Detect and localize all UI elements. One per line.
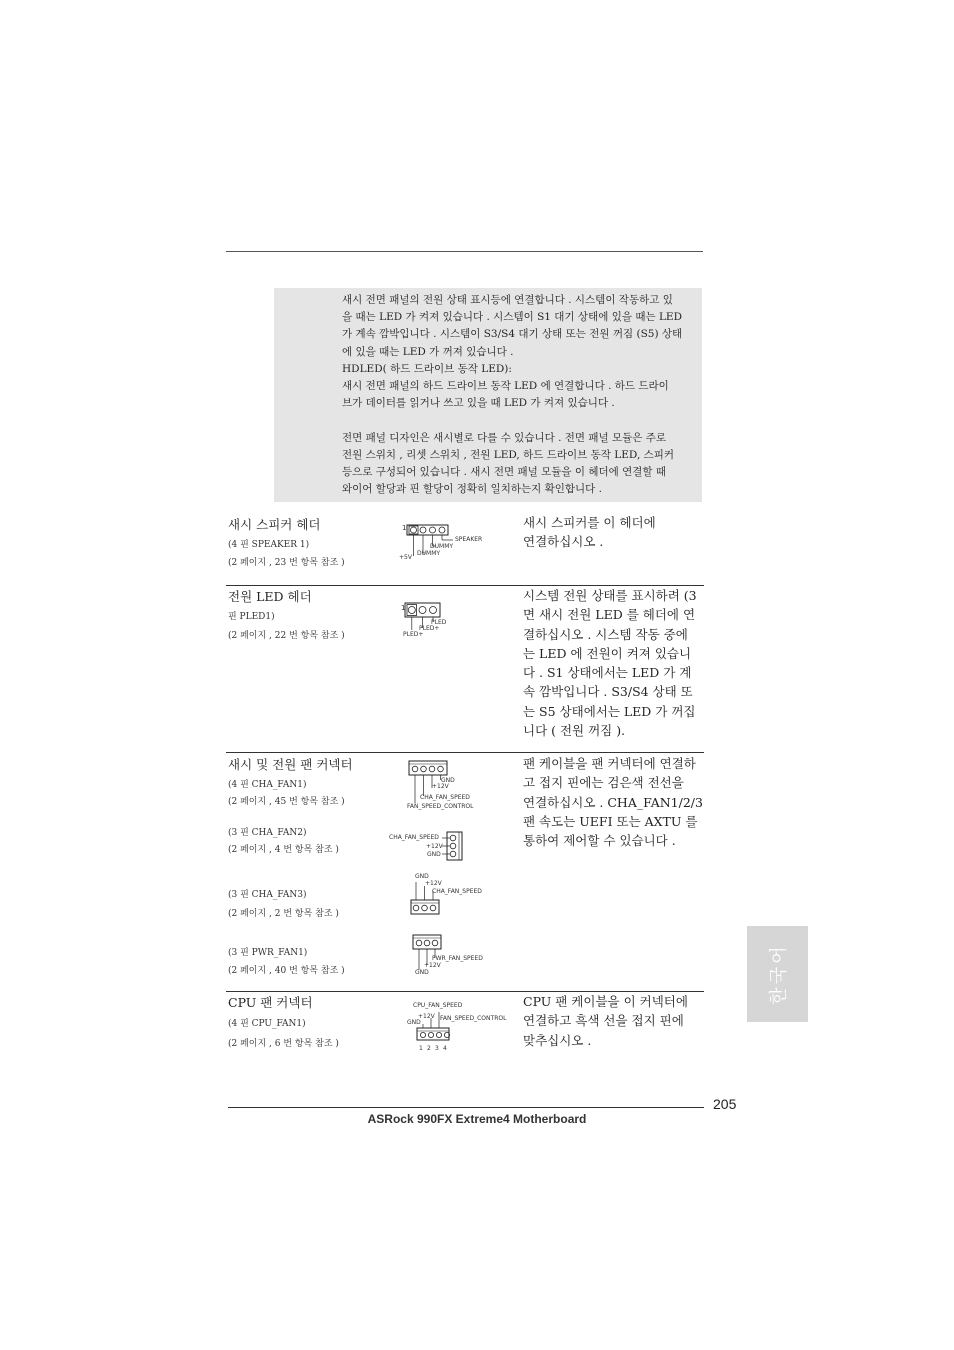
note-line: 브가 데이터를 읽거나 쓰고 있을 때 LED 가 켜져 있습니다 . [342,397,615,410]
speaker-pin-info: (4 핀 SPEAKER 1) [228,540,310,550]
chafan-desc-line: 팬 속도는 UEFI 또는 AXTU 를 [523,813,698,829]
pled-desc-line: 는 S5 상태에서는 LED 가 꺼집 [523,703,696,719]
note-line: 새시 전면 패널의 전원 상태 표시등에 연결합니다 . 시스템이 작동하고 있 [342,294,673,306]
note-line [342,412,704,429]
cpufan-desc-line: 연결하고 흑색 선을 접지 핀에 [523,1013,684,1029]
speaker-title: 새시 스피커 헤더 [228,517,321,532]
chafan-desc-line: 고 접지 핀에는 검은색 전선을 [523,775,684,791]
footer-title: ASRock 990FX Extreme4 Motherboard [367,1112,587,1126]
pwrfan-gnd-label: GND [415,969,429,976]
speaker-dummy-label: DUMMY [417,550,441,557]
chafan3-pin-info: (3 핀 CHA_FAN3) [228,890,307,900]
chafan-desc-line: 팬 케이블을 팬 커넥터에 연결하 [523,756,696,771]
chafan2-connector-diagram [440,829,466,863]
chafan2-ref: (2 페이지 , 4 번 항목 참조 ) [228,845,339,855]
pwrfan-ref: (2 페이지 , 40 번 항목 참조 ) [228,966,345,976]
chafan-desc-line: 통하여 제어할 수 있습니다 . [523,833,676,849]
pled-desc-line: 속 깜박입니다 . S3/S4 상태 또 [523,684,693,700]
chafan1-speed-label: CHA_FAN_SPEED [420,794,470,801]
pled-ref: (2 페이지 , 22 번 항목 참조 ) [228,631,345,641]
note-line: 가 계속 깜박입니다 . 시스템이 S3/S4 대기 상태 또는 전원 꺼짐 (S5) 상태 [342,328,683,341]
pwrfan-speed-label: PWR_FAN_SPEED [432,955,483,962]
language-tab-text: 한국어 [768,943,790,1005]
cpufan-pin-number: 4 [443,1045,447,1052]
cpufan-pin-number: 2 [427,1045,431,1052]
speaker-label: SPEAKER [455,536,483,543]
note-line: 새시 전면 패널의 하드 드라이브 동작 LED 에 연결합니다 . 하드 드라이 [342,380,669,393]
pled-minus-label: PLED [431,619,447,626]
cpufan-gnd-label: GND [407,1019,421,1026]
chafan2-speed-label: CHA_FAN_SPEED [389,834,439,841]
speaker-5v-label: +5V [399,554,412,561]
pled-desc [523,586,697,740]
speaker-ref: (2 페이지 , 23 번 항목 참조 ) [228,558,345,568]
note-text [342,292,704,498]
cpufan-title: CPU 팬 커넥터 [228,995,313,1010]
cpufan-pin-number: 3 [435,1045,439,1052]
cpufan-desc-line: CPU 팬 케이블을 이 커넥터에 [523,994,688,1009]
page-number: 205 [713,1096,737,1112]
pled-title: 전원 LED 헤더 [228,589,312,604]
speaker-desc [523,513,656,552]
chafan2-pin-info: (3 핀 CHA_FAN2) [228,828,307,838]
section-divider [226,752,704,753]
pled-plus-label: PLED+ [403,631,424,638]
chafan1-control-label: FAN_SPEED_CONTROL [407,803,474,810]
chafan3-speed-label: CHA_FAN_SPEED [432,888,482,895]
note-line: 전면 패널 디자인은 새시별로 다를 수 있습니다 . 전면 패널 모듈은 주로 [342,431,667,444]
chafan-title: 새시 및 전원 팬 커넥터 [228,757,353,772]
note-line: 을 때는 LED 가 켜져 있습니다 . 시스템이 S1 대기 상태에 있을 때는 LED [342,311,683,324]
pled-desc-line: 다 . S1 상태에서는 LED 가 계 [523,665,692,681]
cpufan-pin-number: 1 [419,1045,423,1052]
pwrfan-pin-info: (3 핀 PWR_FAN1) [228,948,308,958]
note-line: 와이어 할당과 핀 할당이 정확히 일치하는지 확인합니다 . [342,483,602,496]
chafan1-gnd-label: GND [441,777,455,784]
note-line: 등으로 구성되어 있습니다 . 새시 전면 패널 모듈을 이 헤더에 연결할 때 [342,466,667,479]
cpufan-12v-label: +12V [418,1013,435,1020]
speaker-desc-line: 연결하십시오 . [523,534,604,550]
pled-desc-line: 결하십시오 . 시스템 작동 중에 [523,626,688,642]
speaker-desc-line: 새시 스피커를 이 헤더에 [523,515,656,530]
pled-desc-line: 니다 ( 전원 꺼짐 ). [523,723,626,739]
cpufan-speed-label: CPU_FAN_SPEED [413,1002,463,1009]
chafan3-ref: (2 페이지 , 2 번 항목 참조 ) [228,909,339,919]
chafan3-gnd-label: GND [415,873,429,880]
cpufan-control-label: FAN_SPEED_CONTROL [440,1015,507,1022]
pled-pin1-label: 1 [401,604,406,612]
cpufan-pin-info: (4 핀 CPU_FAN1) [228,1019,306,1029]
note-line: 에 있을 때는 LED 가 꺼져 있습니다 . [342,345,514,358]
speaker-pin1-label: 1 [402,524,407,532]
chafan2-gnd-label: GND [427,851,441,858]
pled-pin-info: 핀 PLED1) [228,612,275,622]
chafan3-12v-label: +12V [425,880,442,887]
note-line: HDLED( 하드 드라이브 동작 LED): [342,362,512,375]
chafan1-ref: (2 페이지 , 45 번 항목 참조 ) [228,797,345,807]
chafan2-12v-label: +12V [426,843,443,850]
cpufan-desc [523,992,688,1050]
chafan-desc-line: 연결하십시오 . CHA_FAN1/2/3 [523,794,703,810]
pled-desc-line: 면 새시 전원 LED 를 헤더에 연 [523,607,696,623]
cpufan-desc-line: 맞추십시오 . [523,1032,592,1048]
language-tab-label [747,926,808,1022]
footer-rule [228,1107,704,1108]
pled-plus-label: PLED+ [419,625,440,632]
note-line: 전원 스위치 , 리셋 스위치 , 전원 LED, 하드 드라이브 동작 LED, 스피커 [342,448,675,461]
cpufan-connector-diagram [414,1008,454,1044]
pled-desc-line: 시스템 전원 상태를 표시하려 (3 [523,588,697,603]
chafan-desc [523,754,703,850]
chafan1-pin-info: (4 핀 CHA_FAN1) [228,780,307,790]
speaker-dummy-label: DUMMY [430,543,454,550]
chafan3-connector-diagram [408,876,442,916]
cpufan-ref: (2 페이지 , 6 번 항목 참조 ) [228,1039,339,1049]
pled-desc-line: 는 LED 에 전원이 켜져 있습니 [523,645,692,661]
chafan1-12v-label: +12V [432,783,449,790]
top-rule [226,251,703,252]
pwrfan-12v-label: +12V [424,962,441,969]
